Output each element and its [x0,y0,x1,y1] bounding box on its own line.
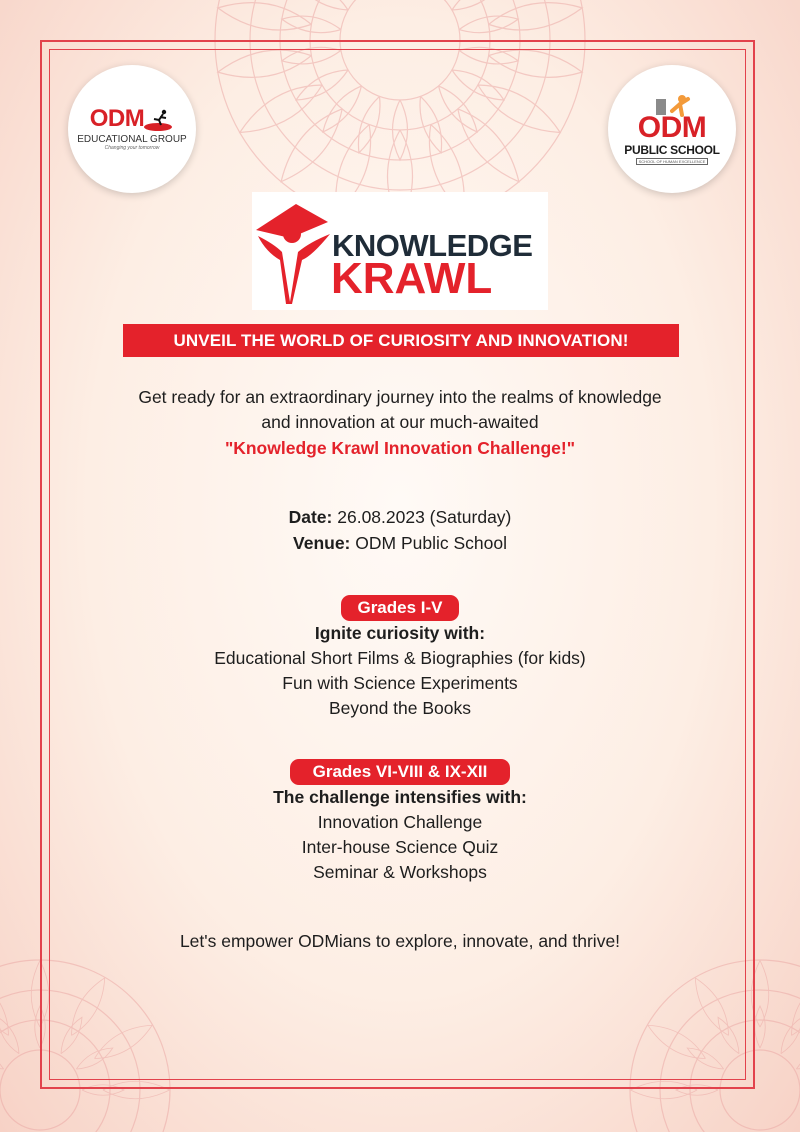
list-item: Innovation Challenge [317,812,483,832]
venue-line [0,532,800,554]
date-label: Date: [288,507,333,527]
headline-banner: UNVEIL THE WORLD OF CURIOSITY AND INNOVATION! [123,324,679,357]
intro-highlight: "Knowledge Krawl Innovation Challenge!" [224,438,576,458]
section-heading: Ignite curiosity with: [314,623,486,643]
runner-icon [144,109,174,131]
logo-name: PUBLIC SCHOOL [624,143,720,157]
intro-line-1: Get ready for an extraordinary journey into the realms of knowledge [138,387,662,407]
date-value: 26.08.2023 (Saturday) [332,507,512,527]
odm-educational-group-logo [68,65,196,193]
grade-badge: Grades I-V [341,595,459,621]
list-item: Educational Short Films & Biographies (for kids) [214,648,586,668]
event-title-line1: KNOWLEDGE [332,228,533,263]
date-line [0,506,800,528]
grade-badge: Grades VI-VIII & IX-XII [290,759,510,785]
list-item: Seminar & Workshops [313,862,487,882]
section-heading: The challenge intensifies with: [273,787,527,807]
list-item: Inter-house Science Quiz [301,837,499,857]
list-item: Fun with Science Experiments [282,673,518,693]
logo-name: EDUCATIONAL GROUP [77,134,187,145]
logo-brand: ODM [637,111,707,144]
intro-line-2: and innovation at our much-awaited [261,412,539,432]
graduate-figure-icon [252,192,332,310]
logo-tagline: Changing your tomorrow [104,145,160,151]
list-item: Beyond the Books [328,698,472,718]
venue-value: ODM Public School [350,533,507,553]
knowledge-krawl-logo [252,192,548,310]
logo-brand: ODM [89,105,145,132]
closing-line: Let's empower ODMians to explore, innovate, and thrive! [179,931,621,951]
venue-label: Venue: [293,533,351,553]
odm-public-school-logo [608,65,736,193]
event-title-line2: KRAWL [331,254,493,303]
logo-tagline: SCHOOL OF HUMAN EXCELLENCE [636,158,709,165]
